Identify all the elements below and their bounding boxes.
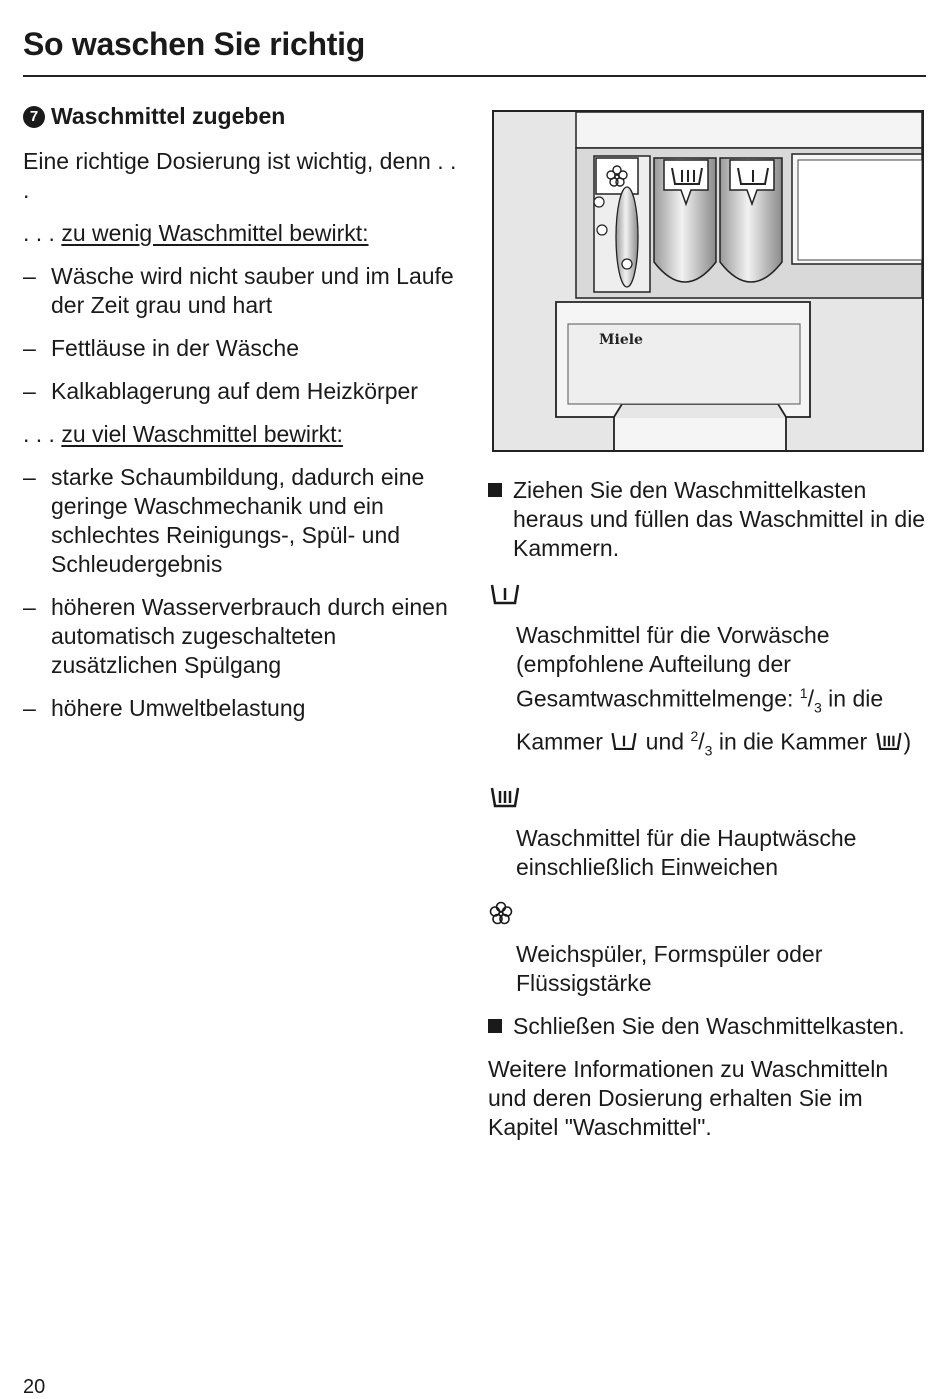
mainwash-icon (488, 784, 522, 810)
mainwash-icon (874, 729, 904, 753)
section-heading (23, 102, 463, 131)
bullet-square-icon (488, 483, 502, 497)
list-item: – Kalkablagerung auf dem Heizkörper (23, 378, 418, 404)
left-column (23, 102, 463, 737)
instruction-text: Schließen Sie den Waschmittelkasten. (513, 1012, 905, 1039)
softener-flower-icon (488, 900, 514, 926)
prewash-text: Waschmittel für die Vorwäsche (empfohlene Aufteilung der Gesamtwaschmittelmenge: $^1/_3$ in die Kammer und $^2/_3$ in die Kammer ) (516, 622, 912, 759)
softener-flower-icon (596, 158, 638, 194)
detergent-drawer-illustration (492, 110, 924, 452)
brand-logo: Miele (599, 332, 643, 348)
prewash-icon (609, 729, 639, 753)
instruction-text: Ziehen Sie den Waschmittelkasten heraus und füllen das Waschmittel in die Kammern. (513, 477, 926, 561)
softener-text: Weichspüler, Formspüler oder Flüssigstärke (516, 940, 823, 996)
list-item: – Fettläuse in der Wäsche (23, 335, 300, 361)
list-item: – Wäsche wird nicht sauber und im Laufe der Zeit grau und hart (23, 263, 454, 318)
page-number: 20 (23, 1376, 46, 1398)
prewash-icon (488, 581, 522, 607)
drawer-drawing (494, 112, 922, 450)
intro-text: Eine richtige Dosierung ist wichtig, denn . . . (23, 148, 457, 203)
step-number-badge: 7 (23, 106, 45, 128)
page-title: So waschen Sie richtig (23, 26, 365, 62)
section-heading-text: Waschmittel zugeben (51, 103, 286, 129)
more-info-text: Weitere Informationen zu Waschmitteln und deren Dosierung erhalten Sie im Kapitel "Waschmittel". (488, 1055, 889, 1140)
right-column (488, 476, 928, 1156)
title-divider (23, 75, 926, 77)
list-item: – starke Schaumbildung, dadurch eine geringe Waschmechanik und ein schlechtes Reinigungs-, Spül- und Schleudergebnis (23, 464, 425, 577)
list-item: – höhere Umweltbelastung (23, 695, 306, 721)
mainwash-text: Waschmittel für die Hauptwäsche einschließlich Einweichen (516, 824, 857, 880)
instruction-step (488, 1012, 928, 1041)
too-little-heading: . . . zu wenig Waschmittel bewirkt: (23, 220, 369, 246)
softener-symbol-row (488, 896, 928, 926)
prewash-symbol-row (488, 577, 928, 607)
bullet-square-icon (488, 1019, 502, 1033)
list-item: – höheren Wasserverbrauch durch einen automatisch zugeschalteten zusätzlichen Spülgang (23, 594, 448, 678)
too-much-heading: . . . zu viel Waschmittel bewirkt: (23, 421, 343, 447)
mainwash-symbol-row (488, 780, 928, 810)
instruction-step (488, 476, 928, 563)
